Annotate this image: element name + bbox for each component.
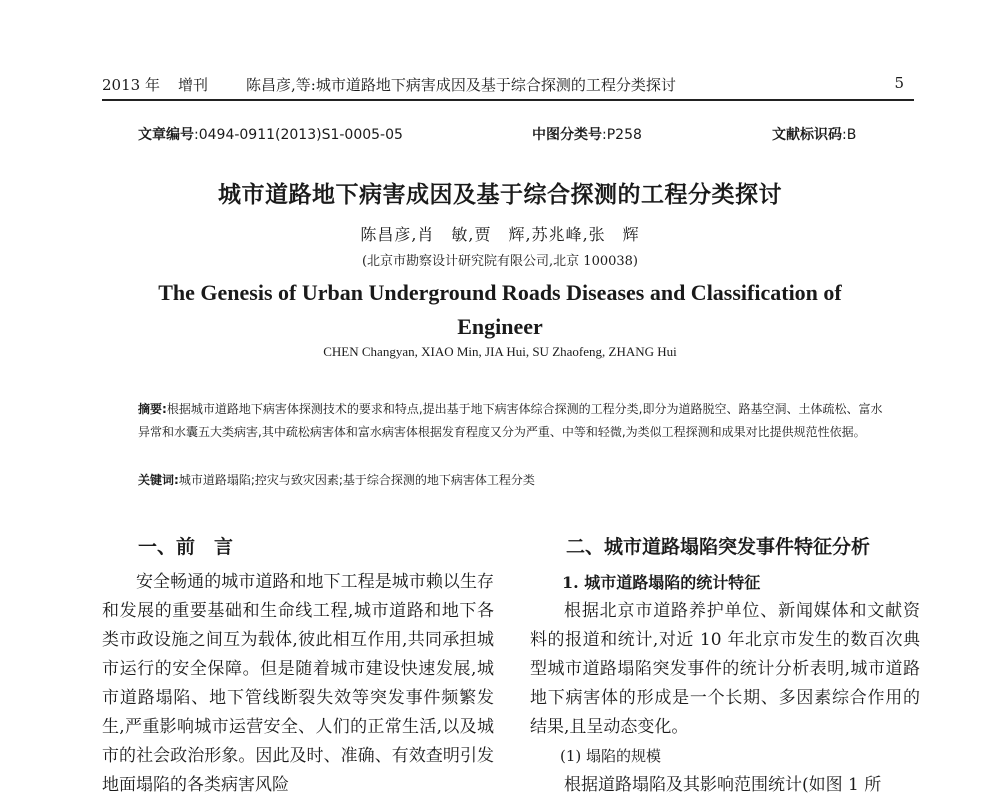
clc-value: :P258 bbox=[602, 127, 642, 143]
keywords-text: 城市道路塌陷;控灾与致灾因素;基于综合探测的地下病害体工程分类 bbox=[178, 473, 535, 487]
abstract bbox=[138, 398, 886, 444]
sub-item-heading: (1) 塌陷的规模 bbox=[560, 747, 662, 765]
authors-english: CHEN Changyan, XIAO Min, JIA Hui, SU Zhaofeng, ZHANG Hui bbox=[323, 344, 677, 359]
clc-label: 中图分类号 bbox=[532, 127, 602, 143]
affiliation-chinese: (北京市勘察设计研究院有限公司,北京 100038) bbox=[361, 254, 639, 269]
article-id-value: :0494-0911(2013)S1-0005-05 bbox=[194, 127, 403, 143]
running-head-year: 2013 年 bbox=[102, 76, 160, 94]
doc-code-value: :B bbox=[842, 127, 857, 143]
running-head-title: 陈昌彦,等:城市道路地下病害成因及基于综合探测的工程分类探讨 bbox=[246, 76, 676, 94]
abstract-text: 根据城市道路地下病害体探测技术的要求和特点,提出基于地下病害体综合探测的工程分类,即分为道路脱空、路基空洞、土体疏松、富水异常和水囊五大类病害,其中疏松病害体和富水病害体根据发育程度又分为严重、中等和轻微,为类似工程探测和成果对比提供规范性依据。 bbox=[138, 402, 883, 439]
keywords-label: 关键词: bbox=[138, 473, 179, 487]
document-code bbox=[772, 124, 856, 144]
abstract-label: 摘要: bbox=[138, 402, 167, 416]
page-number: 5 bbox=[894, 74, 904, 92]
article-id bbox=[138, 124, 403, 144]
section-2-paragraph-1: 根据北京市道路养护单位、新闻媒体和文献资料的报道和统计,对近 10 年北京市发生的数百次典型城市道路塌陷突发事件的统计分析表明,城市道路地下病害体的形成是一个长期、多因素综合作用的结果,且呈动态变化。 bbox=[530, 601, 920, 737]
running-head-issue: 增刊 bbox=[178, 76, 209, 94]
left-column bbox=[102, 568, 494, 800]
section-2-heading: 二、城市道路塌陷突发事件特征分析 bbox=[566, 536, 871, 558]
title-chinese: 城市道路地下病害成因及基于综合探测的工程分类探讨 bbox=[218, 181, 782, 208]
running-head bbox=[102, 74, 908, 96]
article-id-label: 文章编号 bbox=[138, 127, 194, 143]
right-column bbox=[530, 568, 920, 800]
title-english: The Genesis of Urban Underground Roads Diseases and Classification of Engineer bbox=[158, 280, 842, 339]
keywords bbox=[138, 471, 886, 489]
doc-code-label: 文献标识码 bbox=[772, 127, 842, 143]
section-1-heading: 一、前 言 bbox=[138, 536, 234, 558]
subsection-1-heading: 1. 城市道路塌陷的统计特征 bbox=[562, 573, 761, 592]
section-2-paragraph-2: 根据道路塌陷及其影响范围统计(如图 1 所 bbox=[564, 775, 882, 795]
authors-chinese: 陈昌彦,肖 敏,贾 辉,苏兆峰,张 辉 bbox=[360, 225, 640, 244]
section-1-paragraph: 安全畅通的城市道路和地下工程是城市赖以生存和发展的重要基础和生命线工程,城市道路和地下各类市政设施之间互为载体,彼此相互作用,共同承担城市运行的安全保障。但是随着城市建设快速发展,城市道路塌陷、地下管线断裂失效等突发事件频繁发生,严重影响城市运营安全、人们的正常生活,以及城市的社会政治形象。因此及时、准确、有效查明引发地面塌陷的各类病害风险 bbox=[102, 572, 494, 795]
header-rule bbox=[102, 99, 914, 101]
clc-number bbox=[532, 124, 642, 144]
